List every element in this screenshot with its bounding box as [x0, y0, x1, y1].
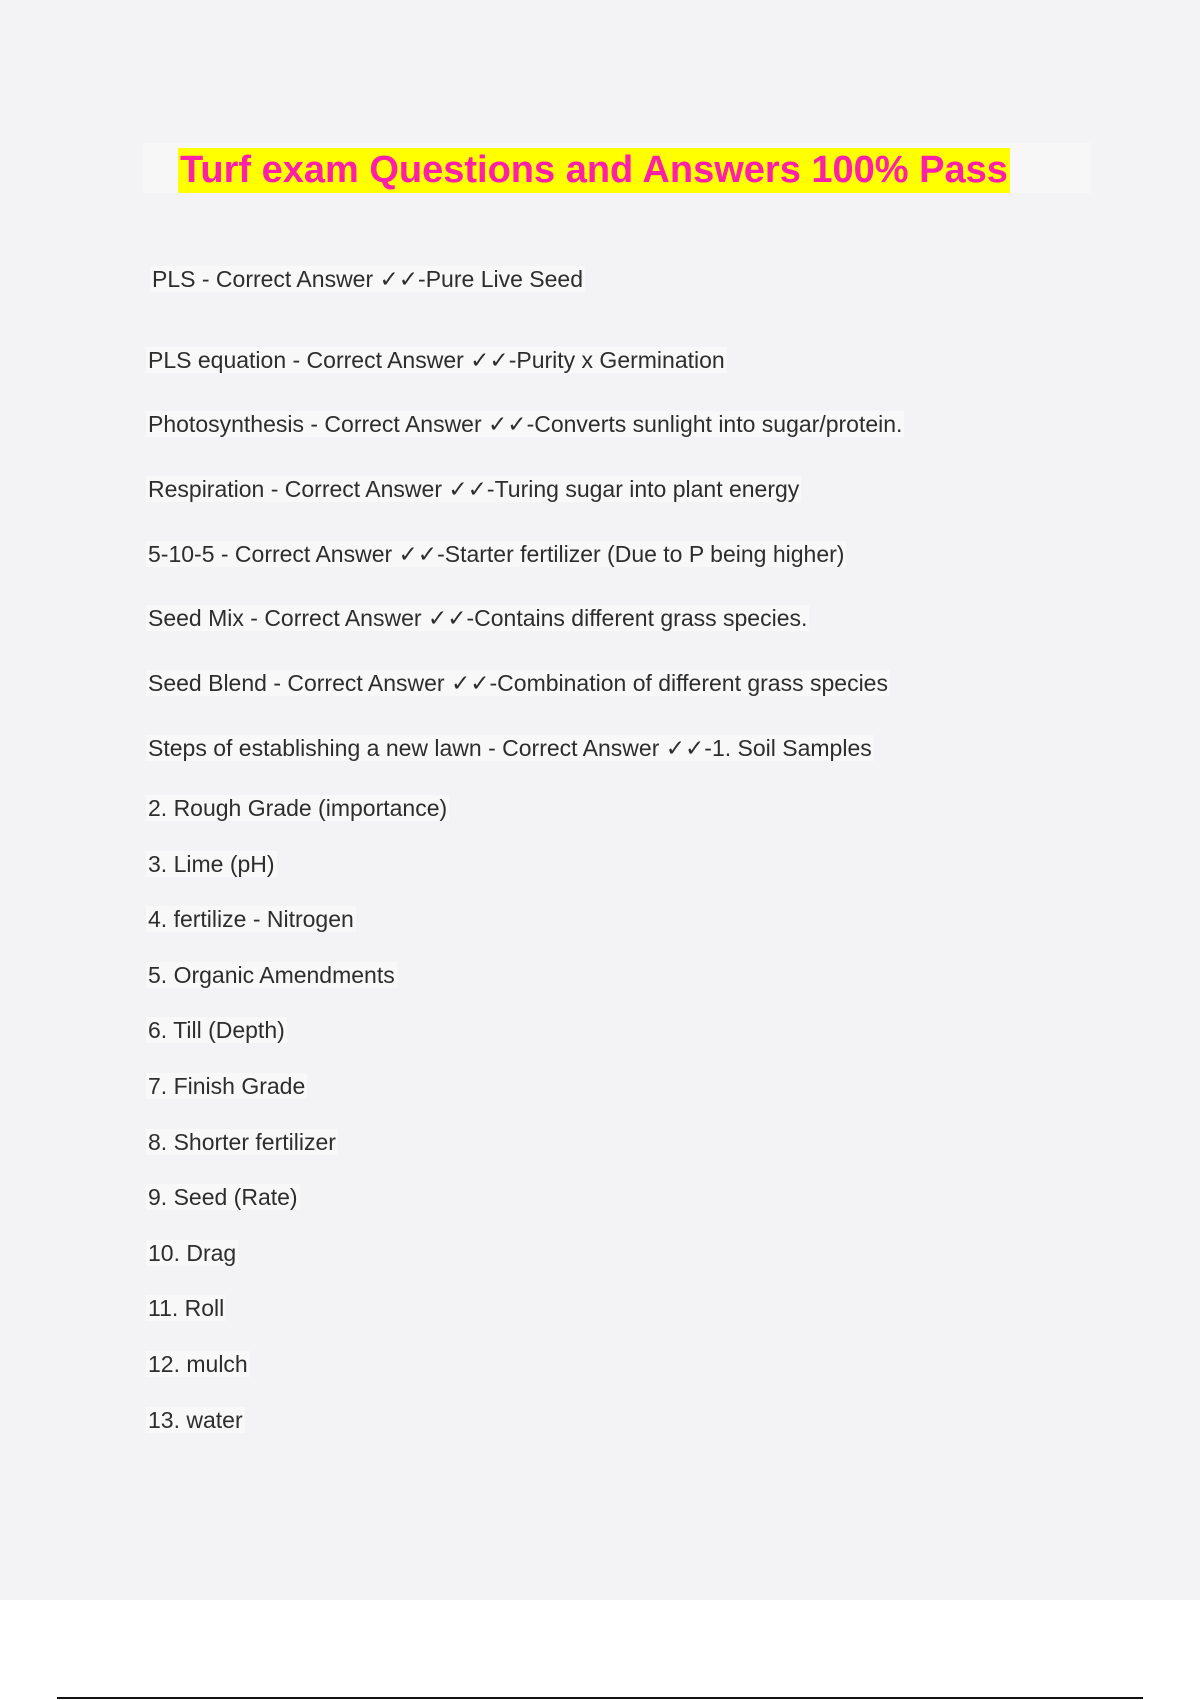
- step-item: 10. Drag: [148, 1240, 237, 1266]
- document-title: Turf exam Questions and Answers 100% Pass: [180, 149, 1008, 191]
- step-item: 6. Till (Depth): [148, 1017, 285, 1043]
- step-item: 7. Finish Grade: [148, 1073, 306, 1099]
- qa-line: PLS - Correct Answer ✓✓-Pure Live Seed: [152, 266, 583, 292]
- qa-line: PLS equation - Correct Answer ✓✓-Purity x Germination: [148, 347, 725, 373]
- qa-line: 5-10-5 - Correct Answer ✓✓-Starter fertilizer (Due to P being higher): [148, 541, 845, 567]
- step-item: 2. Rough Grade (importance): [148, 795, 448, 821]
- step-item: 4. fertilize - Nitrogen: [148, 906, 354, 932]
- qa-line: Respiration - Correct Answer ✓✓-Turing sugar into plant energy: [148, 476, 800, 502]
- step-item: 8. Shorter fertilizer: [148, 1129, 336, 1155]
- qa-line: Steps of establishing a new lawn - Correct Answer ✓✓-1. Soil Samples: [148, 735, 872, 761]
- step-item: 12. mulch: [148, 1351, 248, 1377]
- step-item: 11. Roll: [148, 1295, 225, 1321]
- step-item: 13. water: [148, 1407, 243, 1433]
- qa-line: Photosynthesis - Correct Answer ✓✓-Converts sunlight into sugar/protein.: [148, 411, 903, 437]
- step-item: 9. Seed (Rate): [148, 1184, 298, 1210]
- step-item: 3. Lime (pH): [148, 851, 275, 877]
- qa-line: Seed Blend - Correct Answer ✓✓-Combination of different grass species: [148, 670, 888, 696]
- footer-rule: [57, 1697, 1143, 1699]
- qa-line: Seed Mix - Correct Answer ✓✓-Contains different grass species.: [148, 605, 808, 631]
- step-item: 5. Organic Amendments: [148, 962, 395, 988]
